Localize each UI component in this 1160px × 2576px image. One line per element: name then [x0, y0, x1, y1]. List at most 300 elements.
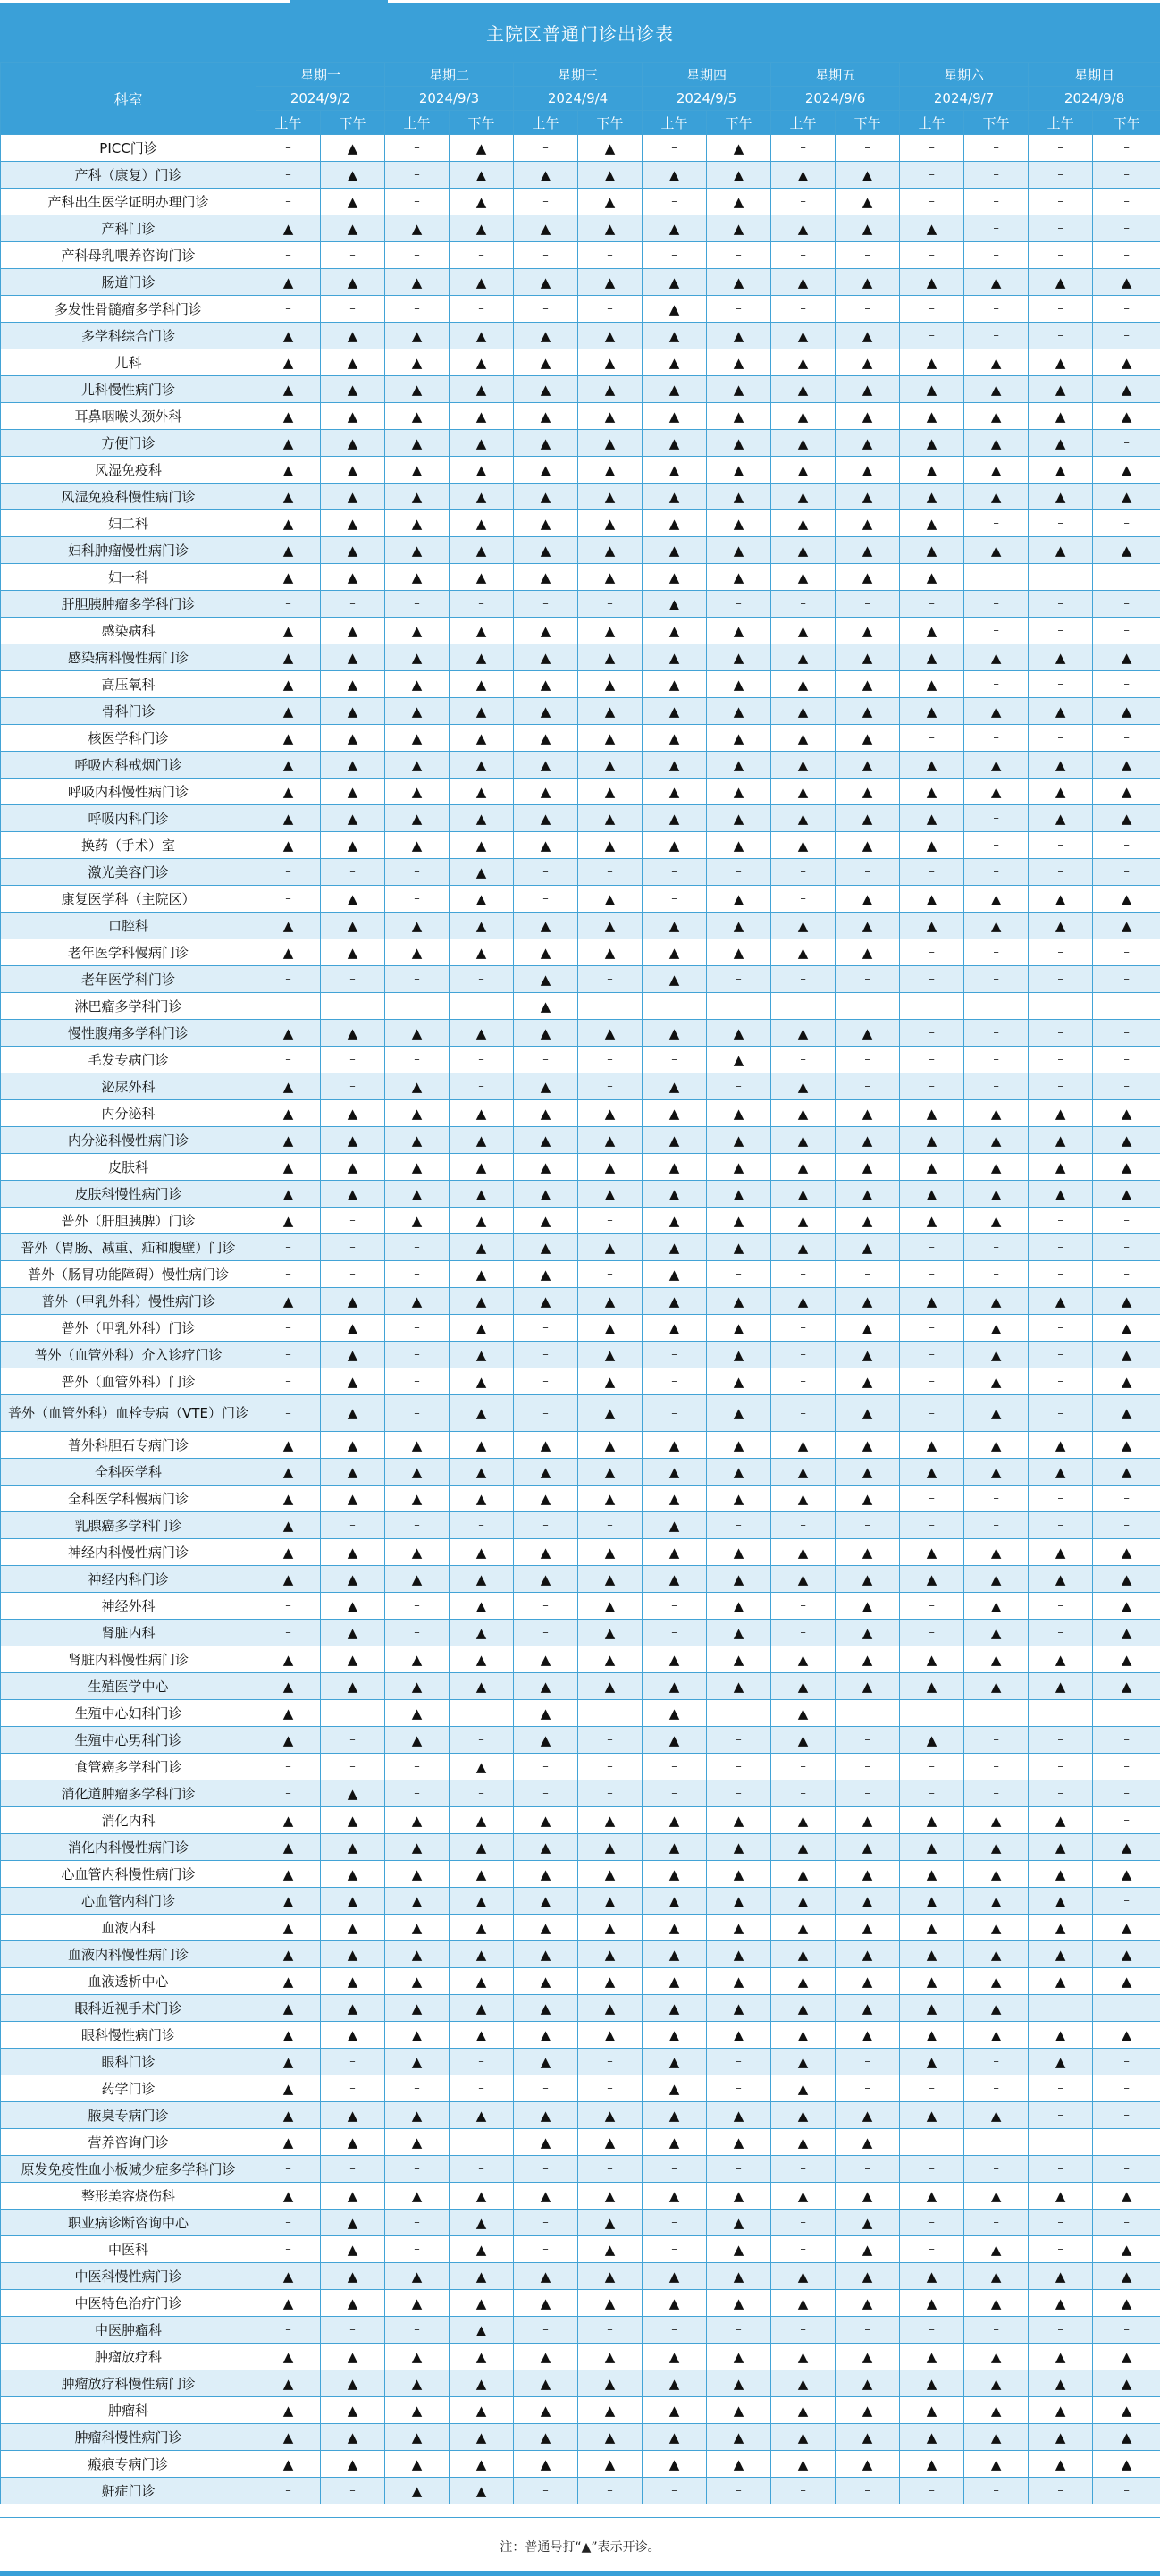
dept-name-cell: 普外（血管外科）血栓专病（VTE）门诊: [1, 1395, 256, 1432]
closed-mark-cell: –: [707, 1780, 771, 1807]
open-mark-cell: ▲: [578, 1100, 643, 1127]
closed-mark-cell: –: [578, 1700, 643, 1727]
open-mark-cell: ▲: [514, 2424, 578, 2451]
closed-mark-cell: –: [514, 2478, 578, 2504]
closed-mark-cell: –: [964, 1047, 1029, 1073]
closed-mark-cell: –: [578, 2317, 643, 2344]
table-row: [1, 484, 1160, 510]
closed-mark-cell: –: [643, 2478, 707, 2504]
table-row: [1, 1888, 1160, 1915]
open-mark-cell: ▲: [321, 323, 385, 349]
closed-mark-cell: –: [321, 2317, 385, 2344]
closed-mark-cell: –: [900, 939, 964, 966]
open-mark-cell: ▲: [578, 698, 643, 725]
table-row: [1, 1593, 1160, 1620]
footer-note: 注：普通号打“▲”表示开诊。: [500, 2540, 660, 2555]
open-mark-cell: ▲: [450, 349, 514, 376]
closed-mark-cell: –: [707, 591, 771, 618]
dept-column-header: 科室: [1, 63, 256, 135]
closed-mark-cell: –: [514, 1395, 578, 1432]
open-mark-cell: ▲: [385, 1486, 450, 1512]
open-mark-cell: ▲: [836, 1432, 900, 1459]
dept-name-cell: 多发性骨髓瘤多学科门诊: [1, 296, 256, 323]
open-mark-cell: ▲: [643, 162, 707, 189]
open-mark-cell: ▲: [771, 2183, 836, 2210]
dept-name-cell: 风湿免疫科慢性病门诊: [1, 484, 256, 510]
open-mark-cell: ▲: [514, 564, 578, 591]
open-mark-cell: ▲: [321, 1888, 385, 1915]
open-mark-cell: ▲: [321, 1127, 385, 1154]
table-row: [1, 323, 1160, 349]
day-header: 星期一: [256, 63, 385, 87]
period-header-pm: 下午: [321, 111, 385, 135]
open-mark-cell: ▲: [1029, 1154, 1093, 1181]
open-mark-cell: ▲: [964, 537, 1029, 564]
closed-mark-cell: –: [643, 1593, 707, 1620]
open-mark-cell: ▲: [256, 2290, 321, 2317]
open-mark-cell: ▲: [1029, 698, 1093, 725]
table-row: [1, 752, 1160, 779]
open-mark-cell: ▲: [836, 644, 900, 671]
open-mark-cell: ▲: [385, 269, 450, 296]
closed-mark-cell: –: [256, 859, 321, 886]
table-row: [1, 2451, 1160, 2478]
open-mark-cell: ▲: [256, 269, 321, 296]
closed-mark-cell: –: [514, 1368, 578, 1395]
open-mark-cell: ▲: [256, 2102, 321, 2129]
open-mark-cell: ▲: [836, 215, 900, 242]
closed-mark-cell: –: [1029, 2317, 1093, 2344]
open-mark-cell: ▲: [450, 1968, 514, 1995]
open-mark-cell: ▲: [771, 671, 836, 698]
table-row: [1, 1968, 1160, 1995]
open-mark-cell: ▲: [385, 805, 450, 832]
closed-mark-cell: –: [256, 2156, 321, 2183]
open-mark-cell: ▲: [514, 457, 578, 484]
closed-mark-cell: –: [643, 189, 707, 215]
closed-mark-cell: –: [1093, 510, 1160, 537]
open-mark-cell: ▲: [964, 1539, 1029, 1566]
open-mark-cell: ▲: [707, 189, 771, 215]
open-mark-cell: ▲: [514, 939, 578, 966]
open-mark-cell: ▲: [836, 1315, 900, 1342]
open-mark-cell: ▲: [771, 510, 836, 537]
open-mark-cell: ▲: [836, 725, 900, 752]
open-mark-cell: ▲: [450, 1261, 514, 1288]
table-row: [1, 1315, 1160, 1342]
closed-mark-cell: –: [900, 966, 964, 993]
open-mark-cell: ▲: [707, 1888, 771, 1915]
table-row: [1, 135, 1160, 162]
open-mark-cell: ▲: [771, 1432, 836, 1459]
dept-name-cell: 老年医学科慢病门诊: [1, 939, 256, 966]
open-mark-cell: ▲: [1029, 1807, 1093, 1834]
open-mark-cell: ▲: [385, 1941, 450, 1968]
dept-name-cell: 生殖医学中心: [1, 1673, 256, 1700]
closed-mark-cell: –: [578, 1047, 643, 1073]
open-mark-cell: ▲: [256, 510, 321, 537]
table-row: [1, 2236, 1160, 2263]
open-mark-cell: ▲: [643, 1459, 707, 1486]
open-mark-cell: ▲: [1093, 1539, 1160, 1566]
open-mark-cell: ▲: [578, 1673, 643, 1700]
open-mark-cell: ▲: [836, 2451, 900, 2478]
closed-mark-cell: –: [578, 2049, 643, 2075]
open-mark-cell: ▲: [385, 1995, 450, 2022]
open-mark-cell: ▲: [900, 832, 964, 859]
closed-mark-cell: –: [964, 859, 1029, 886]
closed-mark-cell: –: [514, 135, 578, 162]
closed-mark-cell: –: [1029, 832, 1093, 859]
closed-mark-cell: –: [1029, 1047, 1093, 1073]
open-mark-cell: ▲: [256, 349, 321, 376]
open-mark-cell: ▲: [578, 1861, 643, 1888]
open-mark-cell: ▲: [450, 1395, 514, 1432]
open-mark-cell: ▲: [256, 805, 321, 832]
closed-mark-cell: –: [1093, 1234, 1160, 1261]
closed-mark-cell: –: [321, 966, 385, 993]
closed-mark-cell: –: [707, 242, 771, 269]
open-mark-cell: ▲: [321, 1861, 385, 1888]
open-mark-cell: ▲: [771, 2129, 836, 2156]
open-mark-cell: ▲: [450, 376, 514, 403]
open-mark-cell: ▲: [1029, 484, 1093, 510]
open-mark-cell: ▲: [385, 698, 450, 725]
closed-mark-cell: –: [256, 296, 321, 323]
open-mark-cell: ▲: [450, 135, 514, 162]
open-mark-cell: ▲: [1093, 1915, 1160, 1941]
open-mark-cell: ▲: [707, 2344, 771, 2370]
open-mark-cell: ▲: [385, 2424, 450, 2451]
table-row: [1, 1780, 1160, 1807]
open-mark-cell: ▲: [1093, 886, 1160, 913]
open-mark-cell: ▲: [771, 805, 836, 832]
open-mark-cell: ▲: [643, 376, 707, 403]
open-mark-cell: ▲: [707, 1620, 771, 1646]
closed-mark-cell: –: [771, 886, 836, 913]
closed-mark-cell: –: [771, 993, 836, 1020]
open-mark-cell: ▲: [707, 913, 771, 939]
table-row: [1, 564, 1160, 591]
closed-mark-cell: –: [514, 2156, 578, 2183]
open-mark-cell: ▲: [771, 644, 836, 671]
open-mark-cell: ▲: [321, 1673, 385, 1700]
dept-name-cell: 普外（血管外科）介入诊疗门诊: [1, 1342, 256, 1368]
dept-name-cell: 呼吸内科戒烟门诊: [1, 752, 256, 779]
open-mark-cell: ▲: [707, 618, 771, 644]
period-header-pm: 下午: [964, 111, 1029, 135]
open-mark-cell: ▲: [900, 1941, 964, 1968]
closed-mark-cell: –: [578, 242, 643, 269]
closed-mark-cell: –: [1093, 2102, 1160, 2129]
open-mark-cell: ▲: [836, 913, 900, 939]
open-mark-cell: ▲: [1029, 2451, 1093, 2478]
open-mark-cell: ▲: [643, 1486, 707, 1512]
open-mark-cell: ▲: [321, 1807, 385, 1834]
open-mark-cell: ▲: [964, 1127, 1029, 1154]
closed-mark-cell: –: [450, 1512, 514, 1539]
open-mark-cell: ▲: [836, 1459, 900, 1486]
closed-mark-cell: –: [1029, 2156, 1093, 2183]
closed-mark-cell: –: [1093, 1780, 1160, 1807]
open-mark-cell: ▲: [643, 939, 707, 966]
open-mark-cell: ▲: [900, 403, 964, 430]
closed-mark-cell: –: [900, 1512, 964, 1539]
open-mark-cell: ▲: [1029, 1673, 1093, 1700]
dept-name-cell: 普外（甲乳外科）门诊: [1, 1315, 256, 1342]
open-mark-cell: ▲: [256, 1915, 321, 1941]
closed-mark-cell: –: [643, 2156, 707, 2183]
open-mark-cell: ▲: [385, 779, 450, 805]
open-mark-cell: ▲: [964, 1315, 1029, 1342]
table-row: [1, 2344, 1160, 2370]
open-mark-cell: ▲: [707, 1593, 771, 1620]
open-mark-cell: ▲: [836, 1968, 900, 1995]
open-mark-cell: ▲: [836, 1100, 900, 1127]
open-mark-cell: ▲: [385, 2370, 450, 2397]
dept-name-cell: 产科（康复）门诊: [1, 162, 256, 189]
closed-mark-cell: –: [1093, 1261, 1160, 1288]
closed-mark-cell: –: [321, 2156, 385, 2183]
open-mark-cell: ▲: [450, 189, 514, 215]
open-mark-cell: ▲: [643, 1941, 707, 1968]
closed-mark-cell: –: [964, 671, 1029, 698]
closed-mark-cell: –: [643, 2317, 707, 2344]
open-mark-cell: ▲: [321, 1620, 385, 1646]
closed-mark-cell: –: [385, 1342, 450, 1368]
open-mark-cell: ▲: [964, 2102, 1029, 2129]
open-mark-cell: ▲: [643, 2075, 707, 2102]
open-mark-cell: ▲: [256, 2344, 321, 2370]
closed-mark-cell: –: [771, 1395, 836, 1432]
open-mark-cell: ▲: [578, 135, 643, 162]
closed-mark-cell: –: [900, 2478, 964, 2504]
closed-mark-cell: –: [1093, 2478, 1160, 2504]
closed-mark-cell: –: [964, 1073, 1029, 1100]
open-mark-cell: ▲: [707, 752, 771, 779]
closed-mark-cell: –: [1029, 1234, 1093, 1261]
closed-mark-cell: –: [707, 2049, 771, 2075]
open-mark-cell: ▲: [836, 939, 900, 966]
open-mark-cell: ▲: [900, 1566, 964, 1593]
closed-mark-cell: –: [707, 993, 771, 1020]
closed-mark-cell: –: [1029, 591, 1093, 618]
closed-mark-cell: –: [836, 2156, 900, 2183]
closed-mark-cell: –: [256, 2317, 321, 2344]
dept-name-cell: 产科出生医学证明办理门诊: [1, 189, 256, 215]
open-mark-cell: ▲: [256, 1673, 321, 1700]
closed-mark-cell: –: [1029, 162, 1093, 189]
open-mark-cell: ▲: [771, 2263, 836, 2290]
closed-mark-cell: –: [1029, 2075, 1093, 2102]
dept-name-cell: 消化内科: [1, 1807, 256, 1834]
open-mark-cell: ▲: [514, 1181, 578, 1208]
open-mark-cell: ▲: [900, 752, 964, 779]
period-header-am: 上午: [900, 111, 964, 135]
open-mark-cell: ▲: [256, 537, 321, 564]
open-mark-cell: ▲: [256, 832, 321, 859]
open-mark-cell: ▲: [1029, 1968, 1093, 1995]
closed-mark-cell: –: [450, 966, 514, 993]
closed-mark-cell: –: [1093, 430, 1160, 457]
open-mark-cell: ▲: [385, 1834, 450, 1861]
open-mark-cell: ▲: [385, 1861, 450, 1888]
open-mark-cell: ▲: [964, 1395, 1029, 1432]
open-mark-cell: ▲: [514, 1486, 578, 1512]
open-mark-cell: ▲: [256, 1181, 321, 1208]
closed-mark-cell: –: [578, 859, 643, 886]
open-mark-cell: ▲: [707, 2370, 771, 2397]
closed-mark-cell: –: [256, 1234, 321, 1261]
open-mark-cell: ▲: [836, 323, 900, 349]
closed-mark-cell: –: [385, 859, 450, 886]
open-mark-cell: ▲: [964, 1807, 1029, 1834]
closed-mark-cell: –: [450, 1780, 514, 1807]
open-mark-cell: ▲: [514, 966, 578, 993]
open-mark-cell: ▲: [900, 805, 964, 832]
open-mark-cell: ▲: [707, 1941, 771, 1968]
open-mark-cell: ▲: [578, 1995, 643, 2022]
closed-mark-cell: –: [643, 2236, 707, 2263]
closed-mark-cell: –: [900, 2156, 964, 2183]
dept-name-cell: 康复医学科（主院区）: [1, 886, 256, 913]
open-mark-cell: ▲: [836, 403, 900, 430]
closed-mark-cell: –: [1029, 1208, 1093, 1234]
open-mark-cell: ▲: [385, 1100, 450, 1127]
open-mark-cell: ▲: [707, 671, 771, 698]
table-row: [1, 1395, 1160, 1432]
open-mark-cell: ▲: [836, 1915, 900, 1941]
open-mark-cell: ▲: [385, 752, 450, 779]
open-mark-cell: ▲: [964, 1593, 1029, 1620]
open-mark-cell: ▲: [643, 484, 707, 510]
open-mark-cell: ▲: [385, 1288, 450, 1315]
open-mark-cell: ▲: [321, 939, 385, 966]
dept-name-cell: 方便门诊: [1, 430, 256, 457]
open-mark-cell: ▲: [964, 403, 1029, 430]
table-row: [1, 430, 1160, 457]
open-mark-cell: ▲: [964, 1100, 1029, 1127]
closed-mark-cell: –: [1029, 2236, 1093, 2263]
open-mark-cell: ▲: [643, 1566, 707, 1593]
open-mark-cell: ▲: [578, 2397, 643, 2424]
day-header: 星期三: [514, 63, 643, 87]
open-mark-cell: ▲: [256, 1646, 321, 1673]
closed-mark-cell: –: [321, 591, 385, 618]
open-mark-cell: ▲: [514, 779, 578, 805]
closed-mark-cell: –: [450, 296, 514, 323]
open-mark-cell: ▲: [643, 323, 707, 349]
open-mark-cell: ▲: [707, 1673, 771, 1700]
open-mark-cell: ▲: [321, 269, 385, 296]
open-mark-cell: ▲: [578, 1395, 643, 1432]
table-row: [1, 1754, 1160, 1780]
closed-mark-cell: –: [1093, 1020, 1160, 1047]
closed-mark-cell: –: [771, 189, 836, 215]
open-mark-cell: ▲: [256, 1208, 321, 1234]
open-mark-cell: ▲: [450, 1620, 514, 1646]
closed-mark-cell: –: [256, 1620, 321, 1646]
open-mark-cell: ▲: [578, 725, 643, 752]
closed-mark-cell: –: [707, 1727, 771, 1754]
open-mark-cell: ▲: [836, 886, 900, 913]
open-mark-cell: ▲: [514, 162, 578, 189]
open-mark-cell: ▲: [450, 886, 514, 913]
dept-name-cell: 口腔科: [1, 913, 256, 939]
open-mark-cell: ▲: [578, 1127, 643, 1154]
open-mark-cell: ▲: [836, 2236, 900, 2263]
open-mark-cell: ▲: [578, 2451, 643, 2478]
open-mark-cell: ▲: [578, 2236, 643, 2263]
open-mark-cell: ▲: [321, 2263, 385, 2290]
dept-name-cell: 鼾症门诊: [1, 2478, 256, 2504]
open-mark-cell: ▲: [771, 2290, 836, 2317]
open-mark-cell: ▲: [643, 671, 707, 698]
open-mark-cell: ▲: [450, 269, 514, 296]
open-mark-cell: ▲: [643, 1288, 707, 1315]
closed-mark-cell: –: [771, 1512, 836, 1539]
closed-mark-cell: –: [256, 2210, 321, 2236]
table-row: [1, 215, 1160, 242]
dept-name-cell: 肾脏内科: [1, 1620, 256, 1646]
open-mark-cell: ▲: [900, 1834, 964, 1861]
closed-mark-cell: –: [964, 215, 1029, 242]
closed-mark-cell: –: [964, 1512, 1029, 1539]
open-mark-cell: ▲: [578, 886, 643, 913]
open-mark-cell: ▲: [256, 1727, 321, 1754]
closed-mark-cell: –: [900, 2075, 964, 2102]
open-mark-cell: ▲: [321, 752, 385, 779]
open-mark-cell: ▲: [964, 376, 1029, 403]
open-mark-cell: ▲: [836, 618, 900, 644]
open-mark-cell: ▲: [1093, 1288, 1160, 1315]
closed-mark-cell: –: [385, 189, 450, 215]
open-mark-cell: ▲: [643, 2344, 707, 2370]
table-row: [1, 1727, 1160, 1754]
closed-mark-cell: –: [450, 1700, 514, 1727]
closed-mark-cell: –: [1093, 564, 1160, 591]
closed-mark-cell: –: [450, 993, 514, 1020]
closed-mark-cell: –: [771, 859, 836, 886]
closed-mark-cell: –: [900, 1700, 964, 1727]
open-mark-cell: ▲: [707, 1486, 771, 1512]
open-mark-cell: ▲: [256, 2397, 321, 2424]
open-mark-cell: ▲: [1093, 2022, 1160, 2049]
open-mark-cell: ▲: [256, 1288, 321, 1315]
open-mark-cell: ▲: [900, 1673, 964, 1700]
open-mark-cell: ▲: [836, 537, 900, 564]
open-mark-cell: ▲: [578, 1646, 643, 1673]
open-mark-cell: ▲: [321, 189, 385, 215]
open-mark-cell: ▲: [450, 564, 514, 591]
open-mark-cell: ▲: [321, 2129, 385, 2156]
open-mark-cell: ▲: [256, 1486, 321, 1512]
open-mark-cell: ▲: [514, 644, 578, 671]
date-header: 2024/9/7: [900, 87, 1029, 111]
closed-mark-cell: –: [514, 1754, 578, 1780]
closed-mark-cell: –: [900, 591, 964, 618]
closed-mark-cell: –: [450, 1073, 514, 1100]
open-mark-cell: ▲: [385, 1020, 450, 1047]
open-mark-cell: ▲: [771, 1861, 836, 1888]
closed-mark-cell: –: [771, 135, 836, 162]
open-mark-cell: ▲: [707, 1288, 771, 1315]
open-mark-cell: ▲: [643, 1234, 707, 1261]
open-mark-cell: ▲: [900, 1968, 964, 1995]
closed-mark-cell: –: [578, 1754, 643, 1780]
open-mark-cell: ▲: [1029, 1459, 1093, 1486]
open-mark-cell: ▲: [643, 2397, 707, 2424]
